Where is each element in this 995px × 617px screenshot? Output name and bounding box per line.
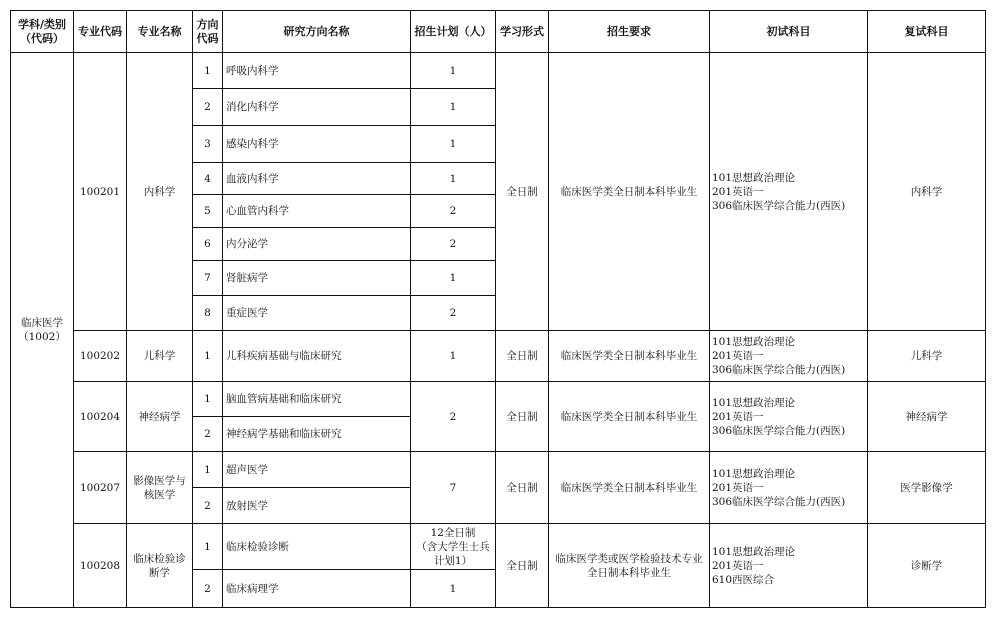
major-code: 100201 bbox=[73, 52, 127, 331]
plan-count: 2 bbox=[410, 194, 496, 228]
header-direction-no-line: 方向 bbox=[196, 17, 219, 31]
direction-no: 2 bbox=[192, 487, 223, 524]
exam-subject: 201英语一 bbox=[712, 481, 764, 494]
header-retest: 复试科目 bbox=[867, 10, 986, 53]
requirements-line: 全日制本科毕业生 bbox=[587, 566, 671, 579]
header-direction-name: 研究方向名称 bbox=[222, 10, 411, 53]
plan-count: 1 bbox=[410, 260, 496, 296]
direction-no: 4 bbox=[192, 162, 223, 195]
requirements bbox=[548, 381, 710, 452]
retest-subject: 儿科学 bbox=[867, 330, 986, 382]
major-name bbox=[126, 451, 193, 524]
study-form: 全日制 bbox=[495, 451, 549, 524]
direction-name: 神经病学基础和临床研究 bbox=[222, 416, 411, 452]
exam-subject: 306临床医学综合能力(西医) bbox=[712, 495, 846, 508]
retest-subject: 神经病学 bbox=[867, 381, 986, 452]
direction-no: 1 bbox=[192, 381, 223, 417]
exam-subjects bbox=[709, 451, 868, 524]
study-form: 全日制 bbox=[495, 523, 549, 608]
major-name-line: 核医学 bbox=[143, 488, 176, 501]
exam-subject: 610西医综合 bbox=[712, 573, 775, 586]
plan-count bbox=[410, 523, 496, 570]
requirements bbox=[548, 523, 710, 608]
retest-subject: 内科学 bbox=[867, 52, 986, 331]
direction-name: 心血管内科学 bbox=[222, 194, 411, 228]
direction-no: 8 bbox=[192, 295, 223, 331]
requirements-line: 临床医学类全日制本科毕业生 bbox=[560, 481, 698, 494]
direction-no: 1 bbox=[192, 330, 223, 382]
subject-name: 临床医学 bbox=[21, 317, 63, 329]
major-name bbox=[126, 52, 193, 331]
requirements bbox=[548, 52, 710, 331]
direction-name: 肾脏病学 bbox=[222, 260, 411, 296]
major-name-line: 临床检验诊 bbox=[133, 552, 186, 565]
retest-subject: 医学影像学 bbox=[867, 451, 986, 524]
plan-count: 1 bbox=[410, 569, 496, 608]
exam-subjects bbox=[709, 523, 868, 608]
header-major-name: 专业名称 bbox=[126, 10, 193, 53]
header-major-code: 专业代码 bbox=[73, 10, 127, 53]
study-form: 全日制 bbox=[495, 381, 549, 452]
major-code: 100207 bbox=[73, 451, 127, 524]
direction-name: 超声医学 bbox=[222, 451, 411, 488]
plan-line: 12全日制 bbox=[430, 526, 476, 539]
direction-no: 1 bbox=[192, 52, 223, 89]
direction-name: 放射医学 bbox=[222, 487, 411, 524]
study-form: 全日制 bbox=[495, 52, 549, 331]
exam-subject: 101思想政治理论 bbox=[712, 396, 796, 409]
requirements bbox=[548, 330, 710, 382]
requirements-line: 临床医学类全日制本科毕业生 bbox=[560, 410, 698, 423]
direction-name: 血液内科学 bbox=[222, 162, 411, 195]
direction-name: 内分泌学 bbox=[222, 227, 411, 261]
exam-subject: 306临床医学综合能力(西医) bbox=[712, 424, 846, 437]
plan-count: 1 bbox=[410, 52, 496, 89]
major-name-line: 影像医学与 bbox=[133, 474, 186, 487]
header-subject-line: 学科/类别 bbox=[17, 17, 67, 31]
exam-subjects bbox=[709, 330, 868, 382]
exam-subject: 306临床医学综合能力(西医) bbox=[712, 364, 846, 376]
plan-line: 计划1） bbox=[433, 554, 473, 567]
study-form: 全日制 bbox=[495, 330, 549, 382]
direction-no: 5 bbox=[192, 194, 223, 228]
exam-subject: 101思想政治理论 bbox=[712, 545, 796, 558]
exam-subjects bbox=[709, 52, 868, 331]
direction-name: 脑血管病基础和临床研究 bbox=[222, 381, 411, 417]
header-direction-no bbox=[192, 10, 223, 53]
direction-no: 1 bbox=[192, 451, 223, 488]
major-name-line: 断学 bbox=[149, 566, 170, 579]
major-code: 100204 bbox=[73, 381, 127, 452]
requirements-line: 临床医学类全日制本科毕业生 bbox=[560, 185, 698, 198]
plan-line: （含大学生士兵 bbox=[416, 540, 490, 553]
direction-no: 2 bbox=[192, 416, 223, 452]
plan-count: 1 bbox=[410, 88, 496, 126]
header-exam-subjects: 初试科目 bbox=[709, 10, 868, 53]
direction-no: 6 bbox=[192, 227, 223, 261]
major-code: 100208 bbox=[73, 523, 127, 608]
plan-count: 2 bbox=[410, 295, 496, 331]
direction-no: 3 bbox=[192, 125, 223, 163]
direction-name: 重症医学 bbox=[222, 295, 411, 331]
plan-count: 1 bbox=[410, 162, 496, 195]
header-requirements: 招生要求 bbox=[548, 10, 710, 53]
major-name bbox=[126, 523, 193, 608]
retest-subject: 诊断学 bbox=[867, 523, 986, 608]
header-plan: 招生计划（人） bbox=[410, 10, 496, 53]
plan-count: 1 bbox=[410, 125, 496, 163]
direction-no: 2 bbox=[192, 88, 223, 126]
requirements bbox=[548, 451, 710, 524]
exam-subject: 101思想政治理论 bbox=[712, 467, 796, 480]
direction-no: 2 bbox=[192, 569, 223, 608]
direction-name: 临床检验诊断 bbox=[222, 523, 411, 570]
plan-count: 2 bbox=[410, 381, 496, 452]
subject-code: （1002） bbox=[18, 331, 66, 343]
exam-subject: 201英语一 bbox=[712, 350, 764, 362]
direction-no: 7 bbox=[192, 260, 223, 296]
direction-name: 临床病理学 bbox=[222, 569, 411, 608]
direction-name: 感染内科学 bbox=[222, 125, 411, 163]
requirements-line: 临床医学类全日制本科毕业生 bbox=[560, 350, 698, 362]
enrollment-table bbox=[10, 10, 986, 608]
plan-count: 2 bbox=[410, 227, 496, 261]
exam-subject: 101思想政治理论 bbox=[712, 171, 796, 184]
exam-subject: 201英语一 bbox=[712, 410, 764, 423]
direction-name: 儿科疾病基础与临床研究 bbox=[222, 330, 411, 382]
major-name-line: 内科学 bbox=[143, 185, 176, 198]
direction-name: 呼吸内科学 bbox=[222, 52, 411, 89]
plan-count: 1 bbox=[410, 330, 496, 382]
exam-subject: 201英语一 bbox=[712, 185, 764, 198]
header-subject bbox=[10, 10, 74, 53]
major-name bbox=[126, 330, 193, 382]
major-name bbox=[126, 381, 193, 452]
header-subject-line: （代码） bbox=[20, 31, 64, 45]
exam-subject: 201英语一 bbox=[712, 559, 764, 572]
direction-name: 消化内科学 bbox=[222, 88, 411, 126]
exam-subjects bbox=[709, 381, 868, 452]
header-study-form: 学习形式 bbox=[495, 10, 549, 53]
requirements-line: 临床医学类或医学检验技术专业 bbox=[555, 552, 703, 565]
major-name-line: 儿科学 bbox=[143, 350, 176, 362]
major-code: 100202 bbox=[73, 330, 127, 382]
plan-count: 7 bbox=[410, 451, 496, 524]
exam-subject: 306临床医学综合能力(西医) bbox=[712, 199, 846, 212]
major-name-line: 神经病学 bbox=[138, 410, 181, 423]
subject-cell bbox=[10, 52, 74, 608]
exam-subject: 101思想政治理论 bbox=[712, 336, 796, 348]
direction-no: 1 bbox=[192, 523, 223, 570]
header-direction-no-line: 代码 bbox=[196, 31, 219, 45]
